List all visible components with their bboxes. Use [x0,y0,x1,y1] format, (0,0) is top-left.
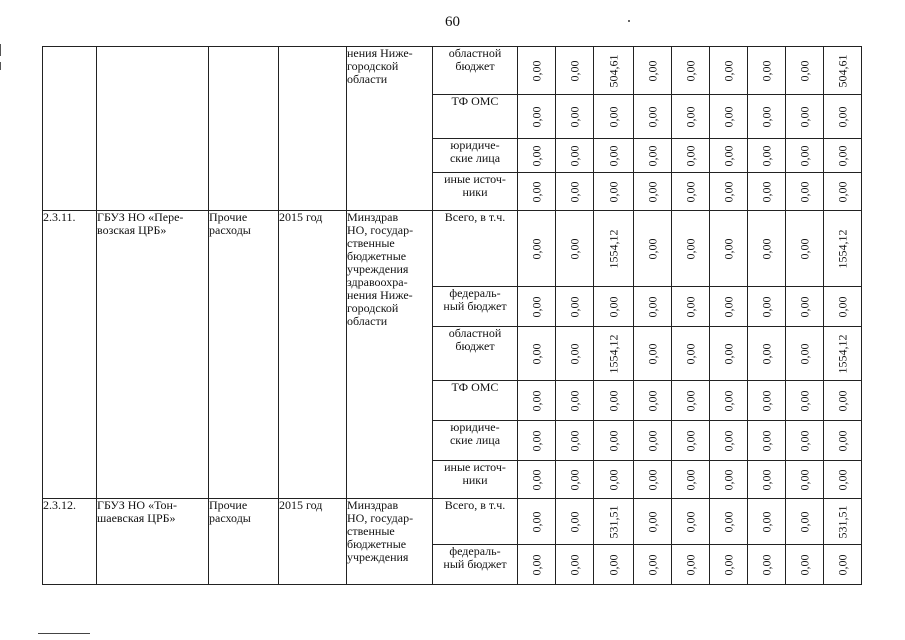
amount-value: 0,00 [567,343,581,364]
expense-type [209,47,279,211]
amount-cell [672,47,710,95]
amount-value: 0,00 [797,430,811,451]
amount-cell [710,211,748,287]
amount-value: 0,00 [529,181,543,202]
amount-value: 0,00 [835,106,849,127]
amount-value: 1554,12 [606,334,620,373]
amount-cell [748,545,786,585]
amount-value: 0,00 [797,181,811,202]
amount-value: 0,00 [835,554,849,575]
amount-value: 0,00 [721,390,735,411]
amount-value: 0,00 [721,343,735,364]
expense-type: Прочие расходы [209,499,279,585]
funding-source: иные источ- ники [433,461,518,499]
amount-cell [634,211,672,287]
amount-value: 0,00 [683,106,697,127]
amount-value: 0,00 [567,469,581,490]
amount-value: 0,00 [567,296,581,317]
amount-value: 0,00 [721,60,735,81]
amount-value: 0,00 [567,145,581,166]
amount-cell [556,211,594,287]
amount-value: 0,00 [567,390,581,411]
amount-value: 0,00 [683,238,697,259]
item-code: 2.3.11. [43,211,97,499]
amount-cell [518,173,556,211]
amount-cell [518,95,556,139]
funding-source: ТФ ОМС [433,381,518,421]
amount-cell [634,545,672,585]
amount-value: 0,00 [606,430,620,451]
amount-cell [634,421,672,461]
amount-cell [594,211,634,287]
amount-value: 0,00 [721,145,735,166]
amount-cell [594,47,634,95]
amount-value: 0,00 [683,430,697,451]
amount-value: 0,00 [567,238,581,259]
amount-cell [710,47,748,95]
amount-cell [786,545,824,585]
amount-value: 0,00 [529,469,543,490]
amount-cell [748,421,786,461]
funding-source: Всего, в т.ч. [433,499,518,545]
amount-cell [786,95,824,139]
amount-cell [748,173,786,211]
amount-cell [518,545,556,585]
amount-value: 0,00 [606,296,620,317]
amount-value: 531,51 [606,505,620,538]
amount-cell [518,139,556,173]
amount-value: 0,00 [645,511,659,532]
amount-cell [824,287,862,327]
amount-cell [710,499,748,545]
amount-cell [634,139,672,173]
amount-cell [748,139,786,173]
amount-value: 0,00 [721,511,735,532]
amount-cell [824,499,862,545]
amount-cell [594,327,634,381]
amount-value: 0,00 [529,511,543,532]
amount-cell [672,173,710,211]
amount-cell [518,287,556,327]
amount-value: 0,00 [759,181,773,202]
amount-cell [634,461,672,499]
amount-value: 0,00 [759,60,773,81]
amount-cell [748,327,786,381]
amount-cell [710,421,748,461]
amount-cell [556,47,594,95]
amount-cell [786,381,824,421]
amount-value: 0,00 [797,60,811,81]
amount-cell [594,461,634,499]
amount-cell [556,421,594,461]
amount-cell [634,47,672,95]
amount-value: 1554,12 [835,334,849,373]
amount-cell [748,499,786,545]
amount-value: 0,00 [606,106,620,127]
amount-value: 0,00 [759,106,773,127]
amount-value: 0,00 [606,469,620,490]
amount-cell [556,499,594,545]
amount-value: 0,00 [797,343,811,364]
period [279,47,347,211]
margin-mark [0,62,1,70]
amount-value: 0,00 [567,181,581,202]
amount-value: 0,00 [645,238,659,259]
amount-value: 0,00 [759,390,773,411]
amount-value: 0,00 [683,390,697,411]
amount-value: 0,00 [835,296,849,317]
amount-value: 0,00 [835,390,849,411]
table-row [43,499,862,545]
amount-cell [710,173,748,211]
amount-value: 0,00 [645,390,659,411]
amount-value: 0,00 [721,430,735,451]
amount-cell [594,381,634,421]
amount-value: 531,51 [835,505,849,538]
expense-type: Прочие расходы [209,211,279,499]
amount-cell [710,381,748,421]
amount-cell [786,211,824,287]
amount-cell [556,173,594,211]
funding-source: федераль- ный бюджет [433,545,518,585]
amount-cell [556,461,594,499]
amount-value: 0,00 [721,181,735,202]
amount-cell [786,173,824,211]
amount-cell [748,287,786,327]
amount-value: 0,00 [797,554,811,575]
funding-source: ТФ ОМС [433,95,518,139]
page-number: 60 [445,14,460,30]
amount-cell [634,287,672,327]
executor: нения Ниже- городской области [347,47,433,211]
amount-value: 0,00 [645,145,659,166]
amount-cell [824,47,862,95]
amount-value: 0,00 [529,145,543,166]
amount-cell [518,499,556,545]
amount-value: 504,61 [835,54,849,87]
amount-value: 1554,12 [606,229,620,268]
amount-cell [594,139,634,173]
amount-value: 0,00 [797,106,811,127]
amount-cell [672,95,710,139]
amount-cell [710,327,748,381]
amount-cell [556,139,594,173]
amount-cell [672,287,710,327]
amount-cell [786,461,824,499]
amount-cell [710,287,748,327]
amount-value: 0,00 [759,296,773,317]
amount-value: 0,00 [606,145,620,166]
amount-cell [634,95,672,139]
amount-value: 0,00 [683,296,697,317]
amount-value: 0,00 [797,145,811,166]
amount-cell [786,327,824,381]
amount-value: 0,00 [645,181,659,202]
amount-value: 0,00 [567,60,581,81]
amount-cell [556,545,594,585]
funding-source: областной бюджет [433,327,518,381]
amount-cell [824,381,862,421]
amount-cell [594,173,634,211]
amount-value: 0,00 [721,554,735,575]
amount-cell [710,139,748,173]
amount-cell [518,327,556,381]
amount-cell [824,173,862,211]
amount-cell [518,421,556,461]
amount-value: 0,00 [835,145,849,166]
item-code [43,47,97,211]
amount-value: 0,00 [759,554,773,575]
amount-value: 0,00 [529,390,543,411]
amount-cell [672,461,710,499]
amount-cell [634,499,672,545]
amount-cell [748,47,786,95]
funding-source: иные источ- ники [433,173,518,211]
amount-cell [594,287,634,327]
amount-cell [672,211,710,287]
amount-value: 0,00 [645,469,659,490]
margin-mark [0,44,1,56]
funding-source: Всего, в т.ч. [433,211,518,287]
amount-value: 0,00 [529,343,543,364]
amount-cell [748,381,786,421]
amount-value: 0,00 [606,390,620,411]
amount-cell [634,327,672,381]
scan-speck [628,20,630,22]
amount-cell [556,95,594,139]
amount-value: 0,00 [645,430,659,451]
period: 2015 год [279,211,347,499]
amount-cell [672,139,710,173]
amount-value: 0,00 [529,238,543,259]
amount-value: 0,00 [683,145,697,166]
amount-cell [786,139,824,173]
amount-value: 0,00 [759,343,773,364]
amount-value: 0,00 [683,60,697,81]
amount-cell [556,381,594,421]
funding-source: юридиче- ские лица [433,139,518,173]
amount-cell [710,461,748,499]
period: 2015 год [279,499,347,585]
amount-value: 0,00 [835,430,849,451]
amount-value: 0,00 [529,60,543,81]
amount-value: 0,00 [797,238,811,259]
amount-value: 0,00 [797,390,811,411]
amount-value: 0,00 [529,296,543,317]
amount-cell [824,139,862,173]
amount-cell [518,381,556,421]
amount-cell [748,211,786,287]
amount-value: 0,00 [797,296,811,317]
amount-value: 0,00 [606,554,620,575]
amount-value: 0,00 [721,296,735,317]
amount-cell [672,381,710,421]
organization-name: ГБУЗ НО «Тон- шаевская ЦРБ» [97,499,209,585]
amount-cell [748,461,786,499]
executor: Минздрав НО, государ- ственные бюджетные учреждения [347,499,433,585]
amount-cell [824,461,862,499]
amount-cell [518,461,556,499]
amount-value: 0,00 [759,469,773,490]
amount-value: 0,00 [835,469,849,490]
amount-cell [594,545,634,585]
amount-value: 0,00 [683,343,697,364]
amount-value: 0,00 [529,554,543,575]
executor: Минздрав НО, государ- ственные бюджетные учреждения здравоохра- нения Ниже- городской области [347,211,433,499]
amount-value: 0,00 [683,511,697,532]
amount-cell [672,327,710,381]
amount-value: 0,00 [567,554,581,575]
amount-value: 0,00 [645,106,659,127]
amount-cell [748,95,786,139]
amount-cell [594,421,634,461]
funding-source: областной бюджет [433,47,518,95]
budget-table [42,46,862,585]
amount-value: 0,00 [645,343,659,364]
organization-name: ГБУЗ НО «Пере- возская ЦРБ» [97,211,209,499]
amount-value: 0,00 [721,238,735,259]
footer-line [38,633,90,634]
amount-cell [594,95,634,139]
amount-value: 0,00 [721,469,735,490]
amount-value: 504,61 [606,54,620,87]
amount-cell [824,545,862,585]
amount-value: 0,00 [759,238,773,259]
funding-source: юридиче- ские лица [433,421,518,461]
amount-value: 0,00 [606,181,620,202]
amount-cell [634,381,672,421]
amount-value: 0,00 [529,430,543,451]
amount-cell [786,47,824,95]
amount-value: 0,00 [797,469,811,490]
amount-value: 0,00 [567,430,581,451]
organization-name [97,47,209,211]
amount-cell [672,545,710,585]
amount-cell [710,95,748,139]
amount-cell [824,421,862,461]
item-code: 2.3.12. [43,499,97,585]
amount-value: 0,00 [797,511,811,532]
amount-cell [672,499,710,545]
amount-cell [824,327,862,381]
amount-value: 0,00 [759,145,773,166]
amount-value: 0,00 [645,60,659,81]
amount-cell [710,545,748,585]
amount-value: 0,00 [567,511,581,532]
amount-value: 0,00 [567,106,581,127]
amount-cell [634,173,672,211]
amount-cell [786,287,824,327]
amount-value: 0,00 [645,554,659,575]
table-row [43,211,862,287]
amount-value: 0,00 [683,181,697,202]
amount-cell [672,421,710,461]
amount-cell [824,211,862,287]
amount-cell [786,499,824,545]
amount-value: 0,00 [759,430,773,451]
amount-cell [518,47,556,95]
amount-value: 0,00 [529,106,543,127]
amount-value: 0,00 [683,469,697,490]
amount-value: 0,00 [721,106,735,127]
amount-cell [594,499,634,545]
amount-value: 0,00 [759,511,773,532]
amount-cell [518,211,556,287]
amount-cell [786,421,824,461]
amount-cell [556,287,594,327]
amount-cell [556,327,594,381]
amount-value: 0,00 [645,296,659,317]
amount-value: 1554,12 [835,229,849,268]
funding-source: федераль- ный бюджет [433,287,518,327]
amount-value: 0,00 [835,181,849,202]
table-row [43,47,862,95]
amount-cell [824,95,862,139]
amount-value: 0,00 [683,554,697,575]
